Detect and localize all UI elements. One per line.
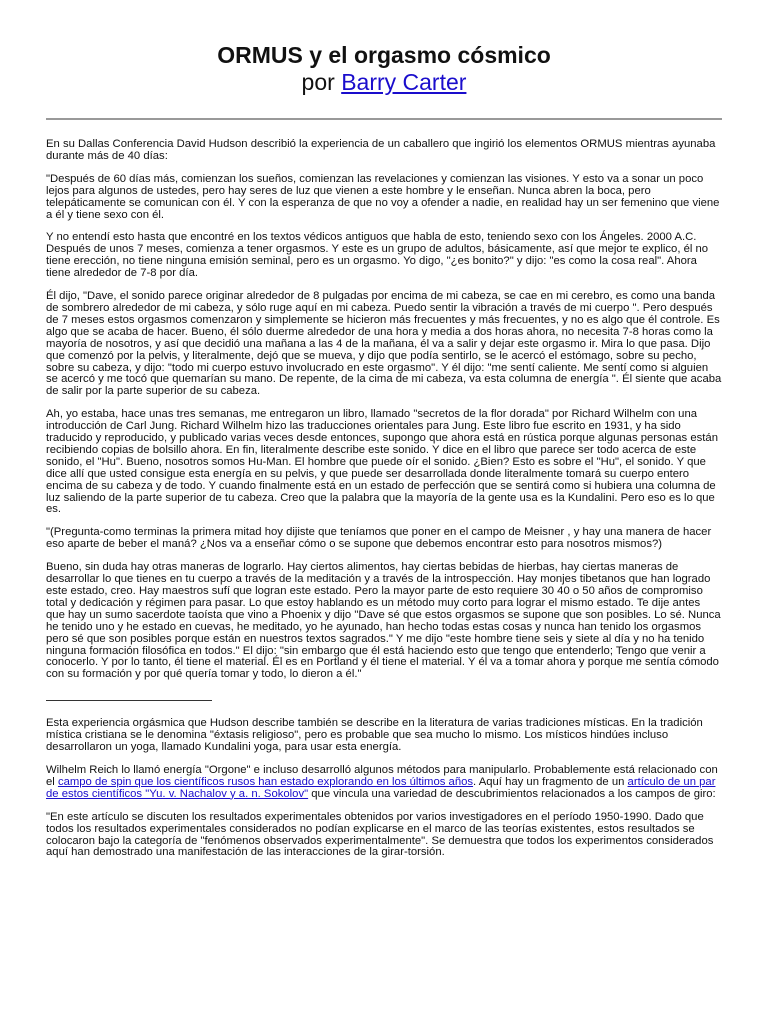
section-divider (46, 700, 212, 701)
spin-field-link[interactable]: campo de spin que los científicos rusos han estado explorando en los últimos años (57, 775, 474, 788)
article-link[interactable]: artículo de un par de estos científicos "Yu. v. Nachalov y a. n. Sokolov" (46, 775, 716, 800)
page-title: ORMUS y el orgasmo cósmico (217, 42, 551, 68)
paragraph-question: "(Pregunta-como terminas la primera mitad hoy dijiste que teníamos que poner en el campo de Meisner , y hay una manera de hacer eso aparte de beber el maná? ¿Nos va a enseñar cómo o se supone que debemos encontrar esto para nosotros mismos?) (46, 526, 712, 551)
byline-prefix: por (301, 69, 335, 95)
reich-text-a: Wilhelm Reich lo llamó energía "Orgone" e incluso desarrolló algunos métodos para manipularlo. Probablemente está relacionado con el (46, 763, 718, 788)
article-body (46, 139, 722, 870)
paragraph-quote-2: Y no entendí esto hasta que encontré en los textos védicos antiguos que habla de esto, teniendo sexo con los Ángeles. 2000 A.C. Después de unos 7 meses, comienza a tener orgasmos. Y este es un grupo de adultos, básicamente, así que mejor te explico, él no tiene erección, no tiene ninguna emisión seminal, pero es un orgasmo. Yo digo, "¿es bonito?" y dijo: "es como la cosa real". Ahora tiene alrededor de 7-8 por día. (46, 231, 709, 280)
header-divider (46, 118, 722, 120)
title-block (0, 0, 768, 96)
paragraph-answer: Bueno, sin duda hay otras maneras de lograrlo. Hay ciertos alimentos, hay ciertas bebidas de hierbas, hay ciertas maneras de desarrollar lo que tienes en tu cuerpo a través de la meditación y a través de la introspección. Hay monjes tibetanos que han logrado este estado, creo. Hay maestros sufí que logran este estado. Pero la mayor parte de esto requiere 30 40 o 50 años de compromiso total y dedicación y régimen para pasar. Lo que estoy hablando es un método muy corto para lograr el mismo estado. Te dije antes que hay un sumo sacerdote taoísta que vino a Phoenix y dijo "Dave sé que estos orgasmos se supone que son posibles. Lo sé. Nunca he tenido uno y he estado en cuevas, he meditado, yo he ayunado, han hecho todas estas cosas y nunca han tenido los orgasmos pero sé que son posibles porque están en nuestros textos sagrados." Y me dijo "este hombre tiene seis y siete al día y no ha tenido ninguna formación filosófica en todos." El dijo: "sin embargo que él está haciendo esto que tengo que entenderlo; Tengo que venir a conocerlo. Y por lo tanto, él tiene el material. Él es en Portland y él tiene el material. Y él va a tomar ahora y porque me sentía cómodo con su formación y por qué quería tomar y todo, lo dieron a él." (46, 561, 721, 681)
author-link[interactable]: Barry Carter (341, 69, 467, 95)
reich-text-c: que vincula una variedad de descubrimientos relacionados a los campos de giro: (308, 787, 716, 800)
byline (0, 68, 768, 96)
paragraph-article-excerpt: "En este artículo se discuten los resultados experimentales obtenidos por varios investigadores en el período 1950-1990. Dado que todos los resultados experimentales considerados no podían explicarse en el marco de las teorías existentes, estos resultados se colocaron bajo la categoría de "fenómenos observados experimentalmente". Se demuestra que todos los experimentos considerados aquí han demostrado una manifestación de las interacciones de la girar-torsión. (46, 810, 714, 859)
paragraph-mystic-traditions: Esta experiencia orgásmica que Hudson describe también se describe en la literatura de varias tradiciones místicas. En la tradición mística cristiana se le denomina "éxtasis religioso", pero es probable que sea mucho lo mismo. Los místicos hindúes incluso desarrollaron un yoga, llamado Kundalini yoga, para usar esta energía. (46, 717, 703, 754)
paragraph-quote-3: Él dijo, "Dave, el sonido parece originar alrededor de 8 pulgadas por encima de mi cabeza, se cae en mi cerebro, es como una banda de sombrero alrededor de mi cabeza, y sólo ruge aquí en mi cabeza. Puedo sentir la vibración a través de mi cuerpo ". Pero después de 7 meses estos orgasmos comenzaron y simplemente se hicieron más frecuentes y más frecuentes, y no es algo que él controle. Es algo que se acaba de hacer. Bueno, él sólo duerme alrededor de una hora y media a dos horas ahora, no necesita 7-8 horas como la mayoría de nosotros, y así que decidió una mañana a las 4 de la mañana, él va a salir y dejar este orgasmo ir. Mira lo que pasa. Dijo que comenzó por la pelvis, y literalmente, dejó que se mueva, y dijo que podía sentirlo, se le acercó el estómago, sobre su pecho, sobre su cabeza, y dijo: "todo mi cuerpo estuvo involucrado en este orgasmo". Y él dijo: "me sentí caliente. Me sentí como si alguien se acercó y me tocó que quemarían su mano. De repente, de la cima de mi cabeza, va esta columna de energía ". Él siente que acaba de salir por la parte superior de su cabeza. (46, 290, 722, 398)
paragraph-reich (46, 765, 722, 801)
paragraph-quote-1: "Después de 60 días más, comienzan los sueños, comienzan las revelaciones y comienzan las visiones. Y esto va a sonar un poco lejos para algunos de ustedes, pero hay seres de luz que vienen a este hombre y le enseñan. Nunca abren la boca, pero telepáticamente se comunican con él. Y con la esperanza de que no voy a ofender a nadie, en realidad hay un ser femenino que viene a él y tiene sexo con él. (46, 172, 720, 221)
paragraph-intro: En su Dallas Conferencia David Hudson describió la experiencia de un caballero que ingirió los elementos ORMUS mientras ayunaba durante más de 40 días: (46, 138, 716, 162)
reich-text-b: . Aquí hay un fragmento de un (473, 775, 628, 788)
paragraph-quote-4: Ah, yo estaba, hace unas tres semanas, me entregaron un libro, llamado "secretos de la flor dorada" por Richard Wilhelm con una introducción de Carl Jung. Richard Wilhelm hizo las traducciones orientales para Jung. Este libro fue escrito en 1931, y ha sido traducido y reproducido, y publicado varias veces desde entonces, supongo que ahora está en rústica porque algunas personas están recibiendo copias de bolsillo ahora. En fin, literalmente describe este sonido. Y dice en el libro que parece ser todo acerca de este sonido, el "Hu". Bueno, nosotros somos Hu-Man. El hombre que puede oír el sonido. ¿Bien? Esto es sobre el "Hu", el sonido. Y que dice allí que usted consigue esta energía en su pelvis, y que puede ser desarrollada donde literalmente tomará su cuerpo entero encima de su cabeza y de todo. Y cuando finalmente está en un estado de perfección que se sentirá como si hubiera una columna de luz saliendo de la parte superior de tu cabeza. Creo que la palabra que la mayoría de la gente usa es la Kundalini. Pero eso es lo que es. (46, 408, 718, 516)
